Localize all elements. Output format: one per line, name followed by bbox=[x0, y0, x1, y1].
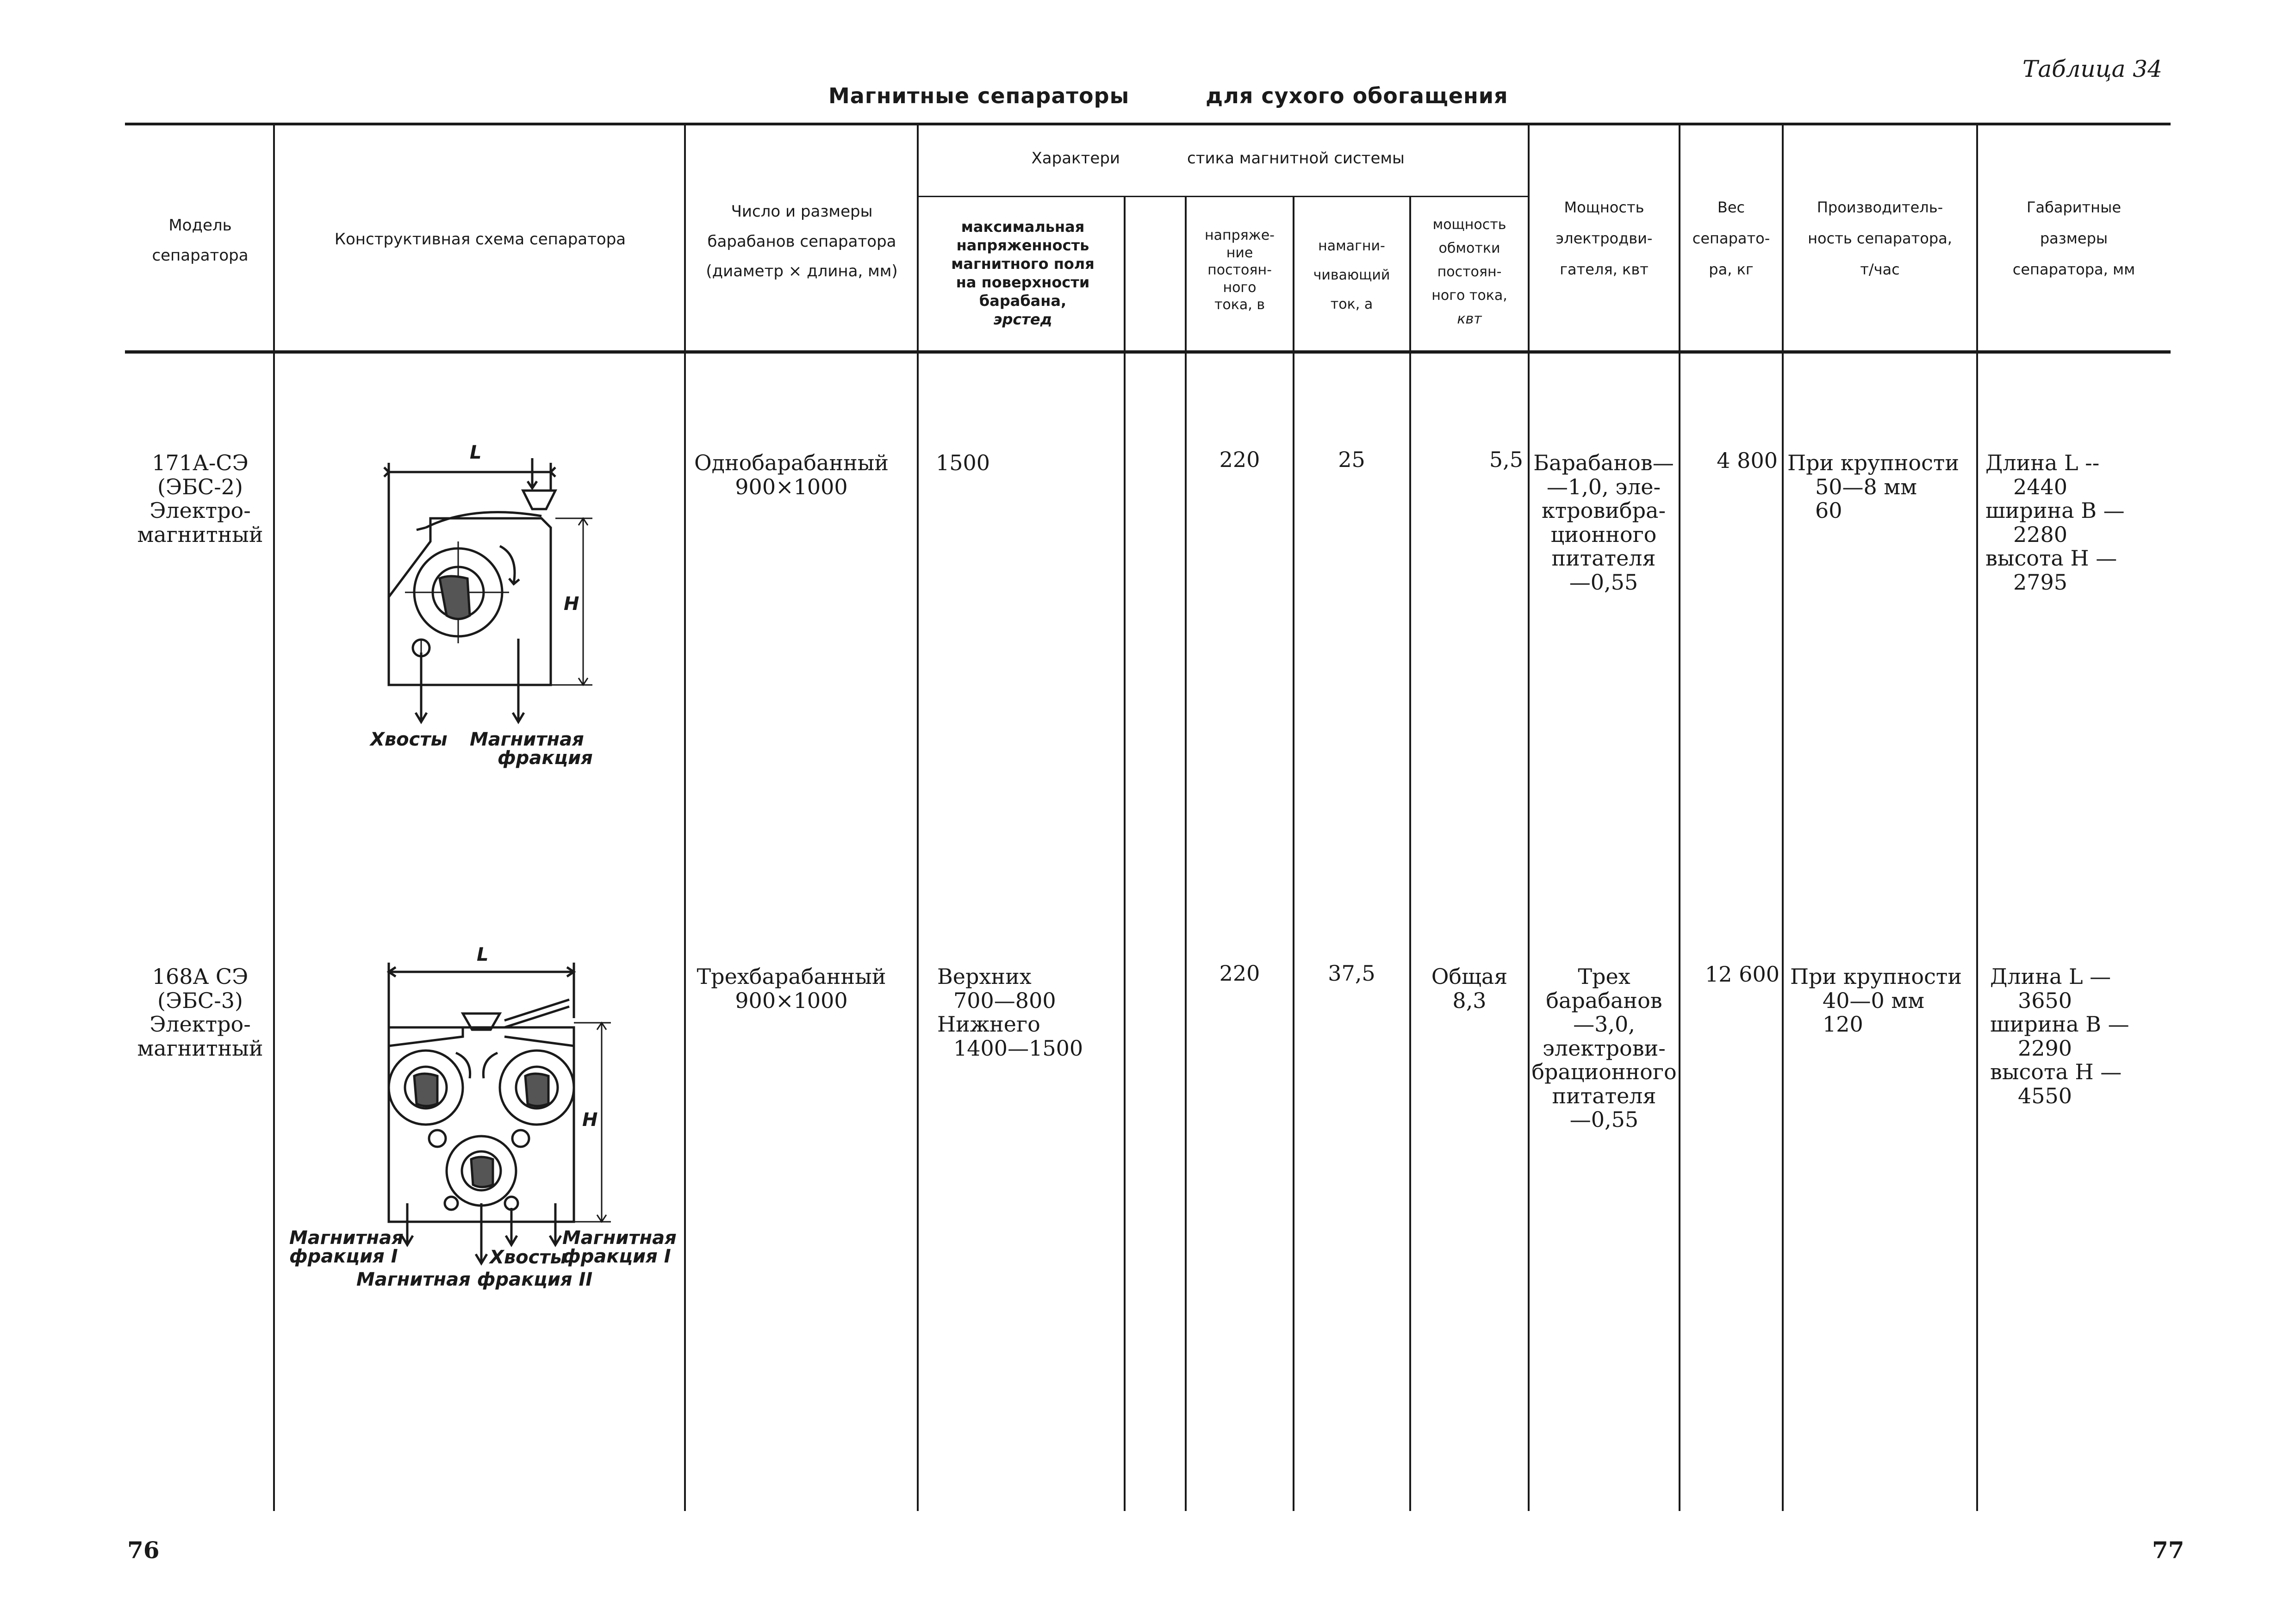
row1-voltage: 220 bbox=[1219, 447, 1260, 472]
row2-label-tails: Хвосты bbox=[490, 1247, 567, 1268]
row1-field-strength: 1500 bbox=[936, 450, 990, 475]
row2-motor-power: Трех барабанов —3,0, электрови- брационного питателя —0,55 bbox=[1531, 964, 1677, 1132]
top-rule bbox=[125, 123, 2171, 125]
table-title-right: для сухого обогащения bbox=[1206, 83, 1508, 108]
header-bottom-rule bbox=[125, 350, 2171, 354]
col-divider-6 bbox=[1409, 197, 1411, 1511]
header-group-right: стика магнитной системы bbox=[1187, 149, 1405, 168]
page-number-left: 76 bbox=[127, 1536, 160, 1564]
header-field-strength: максимальная напряженность магнитного поля на поверхности барабана, эрстед bbox=[951, 218, 1095, 328]
header-drums: Число и размеры барабанов сепаратора (диаметр × длина, мм) bbox=[706, 202, 898, 281]
row2-dimensions: Длина L — 3650 ширина B — 2290 высота H — 4550 bbox=[1990, 964, 2129, 1108]
row1-winding-power: 5,5 bbox=[1489, 447, 1523, 472]
row2-model: 168А СЭ (ЭБС-3) Электро- магнитный bbox=[137, 964, 263, 1061]
row2-voltage: 220 bbox=[1219, 961, 1260, 986]
row2-field-strength: Верхних 700—800 Нижнего 1400—1500 bbox=[937, 964, 1083, 1061]
header-winding-power: мощность обмотки постоян- ного тока, квт bbox=[1431, 217, 1507, 327]
header-motor-power: Мощность электродви- гателя, квт bbox=[1556, 199, 1653, 279]
header-model: Модель сепаратора bbox=[152, 216, 249, 265]
header-scheme: Конструктивная схема сепаратора bbox=[334, 230, 626, 249]
row2-winding-power: Общая 8,3 bbox=[1431, 964, 1508, 1013]
header-voltage: напряже- ние постоян- ного тока, в bbox=[1204, 227, 1275, 313]
header-capacity: Производитель- ность сепаратора, т/час bbox=[1808, 199, 1952, 279]
row1-motor-power: Барабанов— —1,0, эле- ктровибра- ционного питателя —0,55 bbox=[1533, 450, 1674, 595]
col-divider-3 bbox=[917, 124, 919, 1511]
row1-label-magnetic: Магнитная фракция bbox=[470, 729, 593, 769]
row2-weight: 12 600 bbox=[1705, 962, 1780, 987]
col-divider-3b bbox=[1124, 197, 1126, 1511]
col-divider-2 bbox=[684, 124, 686, 1511]
table-number: Таблица 34 bbox=[2022, 56, 2162, 82]
row1-capacity: При крупности 50—8 мм 60 bbox=[1787, 450, 1959, 523]
header-current: намагни- чивающий ток, а bbox=[1313, 238, 1390, 312]
row2-drums: Трехбарабанный 900×1000 bbox=[697, 964, 886, 1013]
row2-capacity: При крупности 40—0 мм 120 bbox=[1790, 964, 1962, 1037]
header-group-left: Характери bbox=[1031, 149, 1120, 168]
header-dimensions: Габаритные размеры сепаратора, мм bbox=[2012, 199, 2135, 279]
col-divider-8 bbox=[1679, 124, 1680, 1511]
col-divider-9 bbox=[1782, 124, 1784, 1511]
row2-drawing-dim-H: H bbox=[582, 1109, 598, 1131]
row1-drums: Однобарабанный 900×1000 bbox=[694, 450, 889, 499]
row2-drawing-dim-L: L bbox=[477, 944, 489, 965]
row2-label-mag1: Магнитная фракция I bbox=[289, 1227, 404, 1267]
col-divider-4 bbox=[1185, 197, 1187, 1511]
row1-dimensions: Длина L -- 2440 ширина B — 2280 высота H — 2795 bbox=[1985, 450, 2125, 595]
row1-weight: 4 800 bbox=[1717, 448, 1778, 473]
row1-drawing-dim-L: L bbox=[470, 442, 482, 463]
col-divider-10 bbox=[1976, 124, 1978, 1511]
group-header-rule bbox=[919, 196, 1530, 197]
row1-drawing-dim-H: H bbox=[564, 593, 579, 615]
row2-current: 37,5 bbox=[1328, 961, 1375, 986]
col-divider-7 bbox=[1528, 124, 1530, 1511]
separator-171a-drawing bbox=[361, 444, 620, 777]
header-weight: Вес сепарато- ра, кг bbox=[1692, 199, 1770, 279]
row1-current: 25 bbox=[1338, 447, 1365, 472]
row2-label-mag1-right: Магнитная фракция I bbox=[562, 1227, 677, 1267]
row1-model: 171А-СЭ (ЭБС-2) Электро- магнитный bbox=[137, 450, 263, 547]
row2-label-mag2: Магнитная фракция II bbox=[356, 1269, 593, 1290]
col-divider-5 bbox=[1293, 197, 1294, 1511]
row1-label-tails: Хвосты bbox=[370, 729, 448, 750]
col-divider-1 bbox=[273, 124, 275, 1511]
page-number-right: 77 bbox=[2152, 1536, 2184, 1564]
table-title-left: Магнитные сепараторы bbox=[828, 83, 1130, 108]
